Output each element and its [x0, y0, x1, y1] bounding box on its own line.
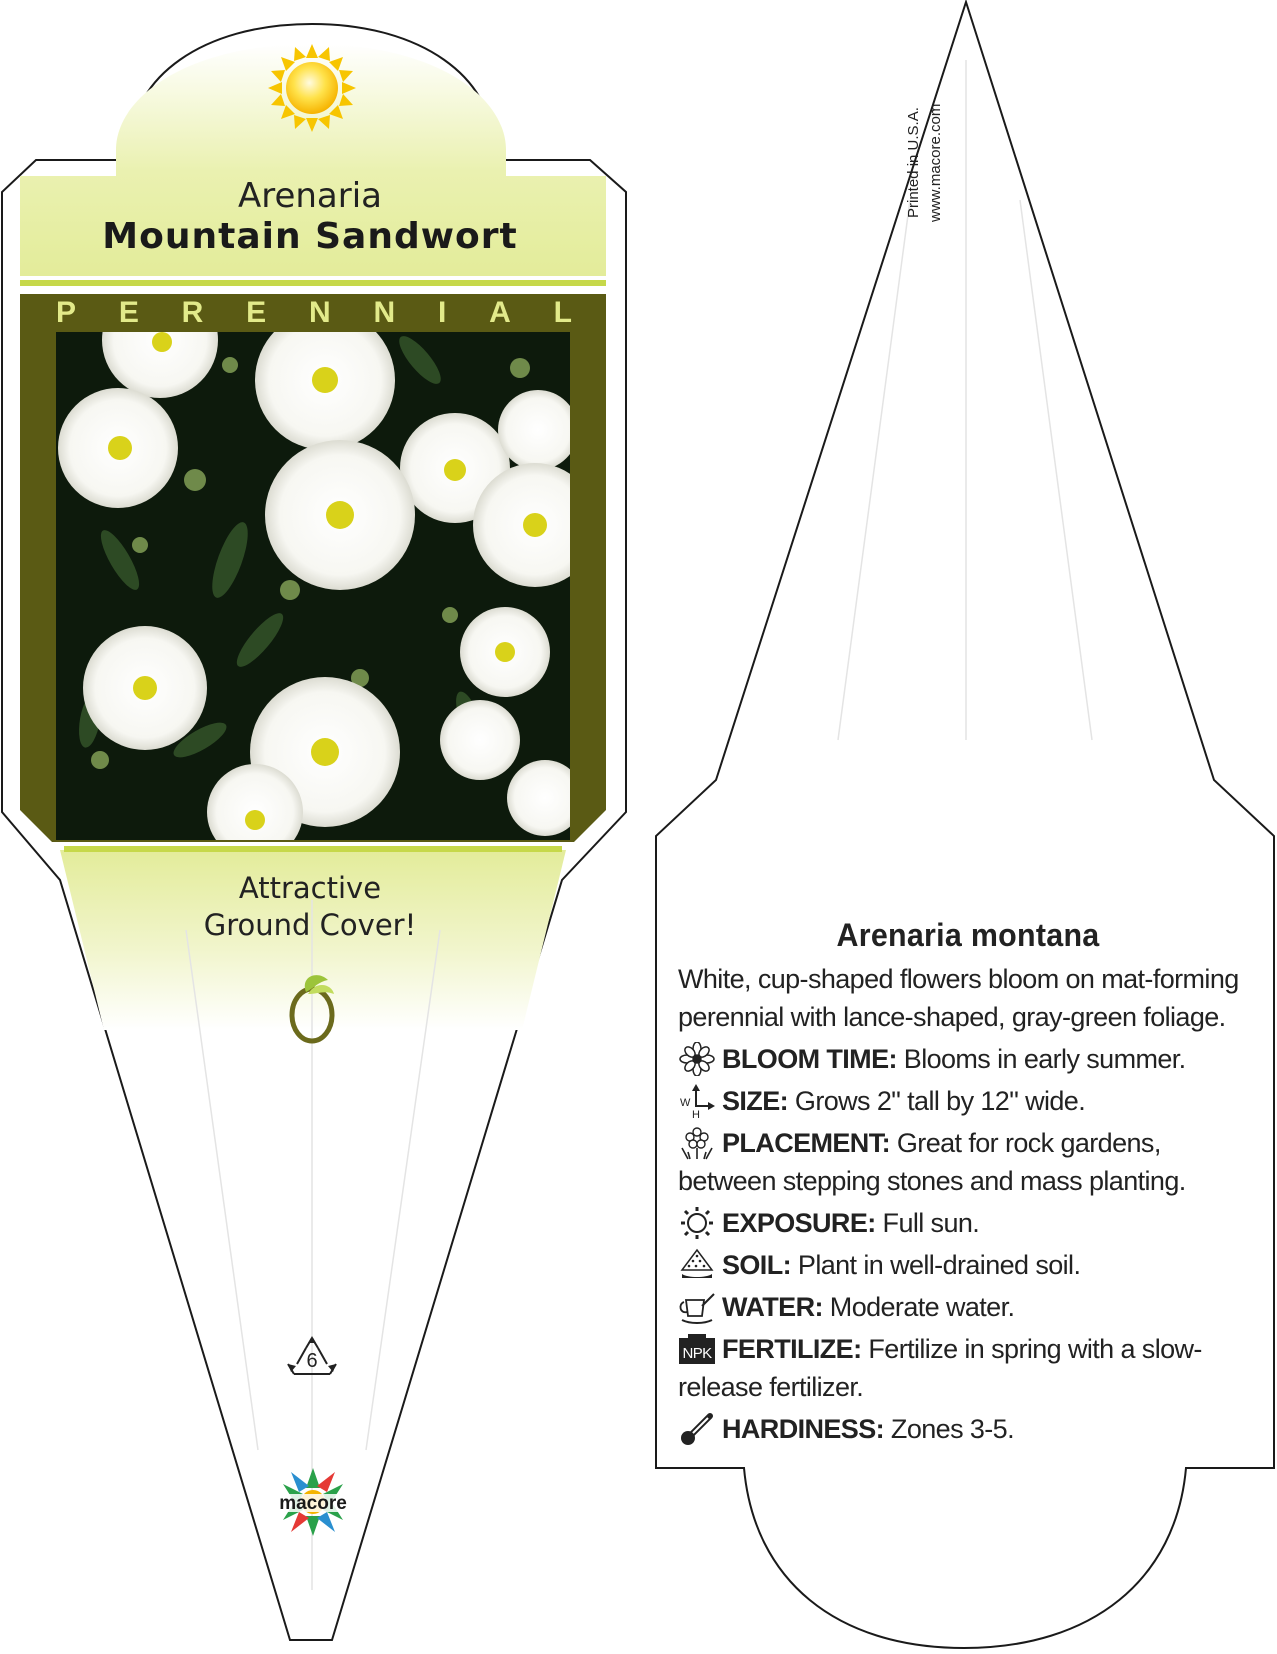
flower-photo: [56, 282, 597, 860]
category-letter: I: [437, 296, 447, 329]
attribute-water: [678, 1288, 1258, 1326]
category-letter: N: [373, 296, 396, 329]
category-letter: R: [181, 296, 204, 329]
common-name: Mountain Sandwort: [102, 216, 518, 257]
soil-icon: [678, 1248, 716, 1282]
attribute-value: Great for rock gardens, between stepping stones and mass planting.: [678, 1128, 1186, 1196]
attribute-fertilize: [678, 1330, 1258, 1406]
attribute-value: Plant in well-drained soil.: [797, 1250, 1081, 1280]
attribute-label: PLACEMENT:: [722, 1128, 890, 1158]
flower-icon: [678, 1042, 716, 1076]
website: www.macore.com: [927, 103, 944, 222]
attribute-hardiness: [678, 1410, 1258, 1448]
size-w: W: [680, 1097, 690, 1109]
recycle-icon: [286, 1334, 338, 1382]
recycle-number: 6: [306, 1350, 318, 1372]
attribute-label: HARDINESS:: [722, 1414, 885, 1444]
thermometer-icon: [678, 1412, 716, 1446]
attribute-value: Grows 2" tall by 12" wide.: [794, 1086, 1086, 1116]
category-label: [56, 296, 572, 330]
tagline-line: Attractive: [238, 871, 382, 905]
sun-icon: [678, 1206, 716, 1240]
attribute-value: Zones 3-5.: [890, 1414, 1014, 1444]
tagline: [110, 870, 510, 944]
botanical-name: Arenaria montana: [836, 917, 1100, 953]
category-letter: E: [118, 296, 139, 329]
attribute-value: Blooms in early summer.: [903, 1044, 1186, 1074]
sun-icon: [268, 44, 356, 132]
category-letter: P: [56, 296, 77, 329]
attribute-bloom-time: [678, 1040, 1258, 1078]
printed-in: Printed in U.S.A.: [905, 107, 922, 218]
attribute-value: Fertilize in spring with a slow-release fertilizer.: [678, 1334, 1202, 1402]
watering-can-icon: [678, 1290, 716, 1324]
attribute-soil: [678, 1246, 1258, 1284]
attribute-label: SOIL:: [722, 1250, 791, 1280]
npk-icon: [678, 1332, 716, 1366]
front-lower-rule: [64, 846, 562, 852]
npk-text: NPK: [682, 1345, 712, 1362]
attribute-exposure: [678, 1204, 1258, 1242]
macore-logo: [270, 1466, 356, 1540]
tagline-line: Ground Cover!: [203, 908, 417, 942]
category-letter: L: [553, 296, 572, 329]
attribute-label: FERTILIZE:: [722, 1334, 862, 1364]
printed-info: [905, 12, 965, 222]
description: White, cup-shaped flowers bloom on mat-forming perennial with lance-shaped, gray-green foliage.: [678, 964, 1239, 1032]
front-header-rule: [20, 280, 606, 286]
size-h: H: [692, 1109, 700, 1118]
attribute-label: WATER:: [722, 1292, 823, 1322]
genus-name: Arenaria: [237, 176, 383, 216]
attribute-label: SIZE:: [722, 1086, 789, 1116]
care-info: [678, 917, 1258, 1448]
attribute-label: EXPOSURE:: [722, 1208, 876, 1238]
category-letter: E: [246, 296, 267, 329]
category-letter: N: [308, 296, 331, 329]
attribute-value: Moderate water.: [829, 1292, 1015, 1322]
placement-icon: [678, 1126, 716, 1160]
size-icon: [678, 1084, 716, 1118]
brand-name: macore: [279, 1493, 347, 1514]
attribute-size: [678, 1082, 1258, 1120]
attribute-label: BLOOM TIME:: [722, 1044, 897, 1074]
attribute-value: Full sun.: [882, 1208, 980, 1238]
category-letter: A: [489, 296, 511, 329]
attribute-placement: [678, 1124, 1258, 1200]
